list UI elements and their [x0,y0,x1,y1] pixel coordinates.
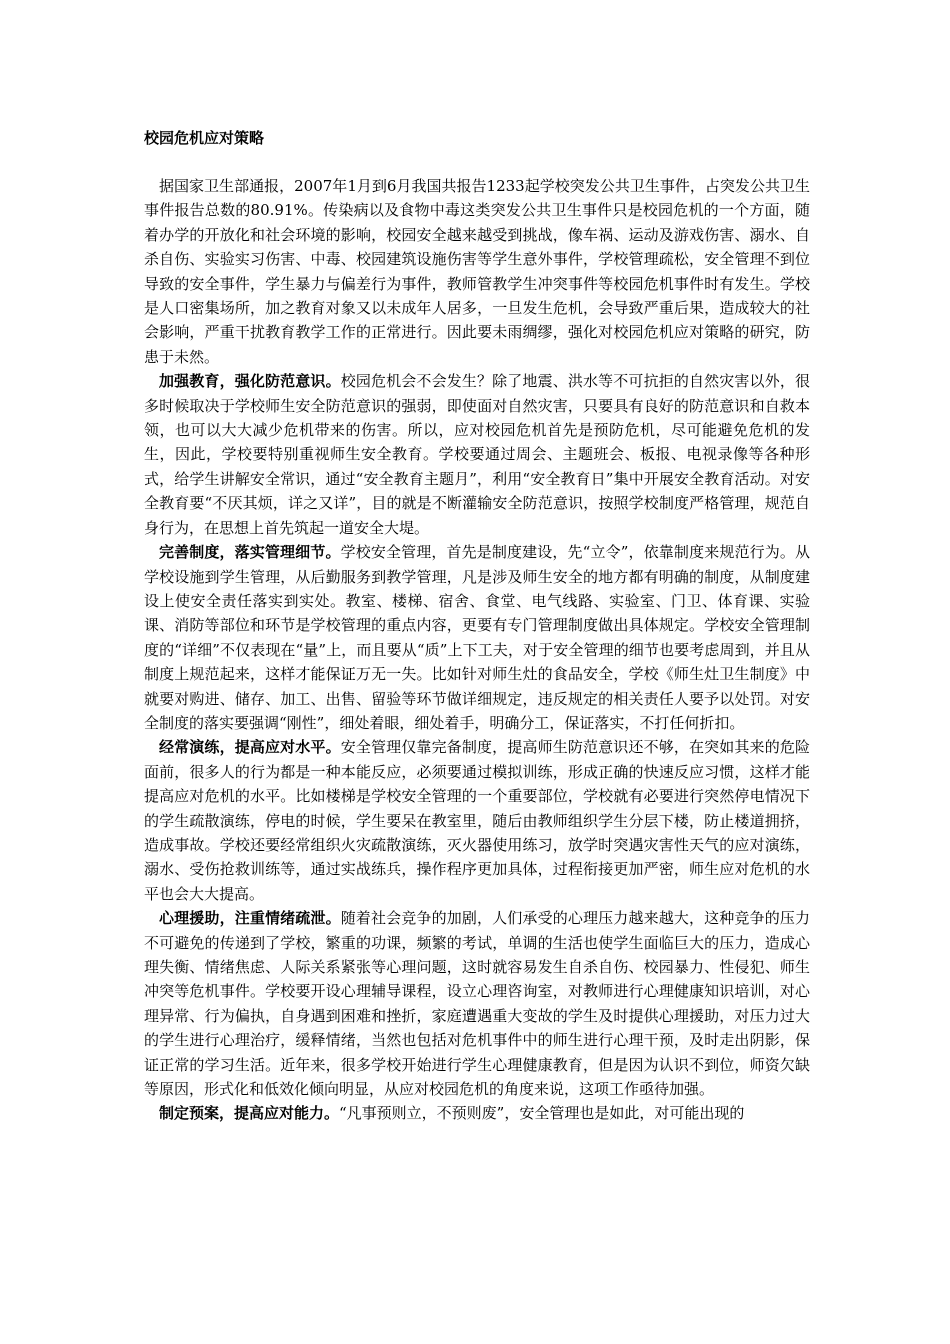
paragraph-intro [144,174,810,369]
paragraph-lead: 经常演练，提高应对水平。 [159,738,341,757]
document-page [144,126,810,1126]
paragraph-lead: 加强教育，强化防范意识。 [159,372,341,391]
paragraph-drills [144,735,810,906]
paragraph-psychology [144,906,810,1101]
paragraph-text: 校园危机会不会发生？除了地震、洪水等不可抗拒的自然灾害以外，很多时候取决于学校师生安全防范意识的强弱，即使面对自然灾害，只要具有良好的防范意识和自救本领，也可以大大减少危机带来的伤害。所以，应对校园危机首先是预防危机，尽可能避免危机的发生，因此，学校要特别重视师生安全教育。学校要通过周会、主题班会、板报、电视录像等各种形式，给学生讲解安全常识，通过“安全教育主题月”，利用“安全教育日”集中开展安全教育活动。对安全教育要“不厌其烦，详之又详”，目的就是不断灌输安全防范意识，按照学校制度严格管理，规范自身行为，在思想上首先筑起一道安全大堤。 [144,372,810,537]
paragraph-plans [144,1101,810,1125]
paragraph-system [144,540,810,735]
paragraph-lead: 制定预案，提高应对能力。 [159,1104,340,1123]
paragraph-lead: 心理援助，注重情绪疏泄。 [159,909,341,928]
paragraph-text: “凡事预则立，不预则废”，安全管理也是如此，对可能出现的 [339,1104,745,1123]
document-title: 校园危机应对策略 [144,129,265,147]
paragraph-lead: 完善制度，落实管理细节。 [159,543,341,562]
paragraph-text: 学校安全管理，首先是制度建设，先“立令”，依靠制度来规范行为。从学校设施到学生管理，从后勤服务到教学管理，凡是涉及师生安全的地方都有明确的制度，从制度建设上使安全责任落实到实处。教室、楼梯、宿舍、食堂、电气线路、实验室、门卫、体育课、实验课、消防等部位和环节是学校管理的重点内容，更要有专门管理制度做出具体规定。学校安全管理制度的“详细”不仅表现在“量”上，而且要从“质”上下工夫，对于安全管理的细节也要考虑周到，并且从制度上规范起来，这样才能保证万无一失。比如针对师生灶的食品安全，学校《师生灶卫生制度》中就要对购进、储存、加工、出售、留验等环节做详细规定，违反规定的相关责任人要予以处罚。对安全制度的落实要强调“刚性”，细处着眼，细处着手，明确分工，保证落实，不打任何折扣。 [144,543,810,732]
paragraph-text: 随着社会竞争的加剧，人们承受的心理压力越来越大，这种竞争的压力不可避免的传递到了学校，繁重的功课，频繁的考试，单调的生活也使学生面临巨大的压力，造成心理失衡、情绪焦虑、人际关系紧张等心理问题，这时就容易发生自杀自伤、校园暴力、性侵犯、师生冲突等危机事件。学校要开设心理辅导课程，设立心理咨询室，对教师进行心理健康知识培训，对心理异常、行为偏执，自身遇到困难和挫折，家庭遭遇重大变故的学生及时提供心理援助，对压力过大的学生进行心理治疗，缓释情绪，当然也包括对危机事件中的师生进行心理干预，及时走出阴影，保证正常的学习生活。近年来，很多学校开始进行学生心理健康教育，但是因为认识不到位，师资欠缺等原因，形式化和低效化倾向明显，从应对校园危机的角度来说，这项工作亟待加强。 [144,909,810,1099]
paragraph-text: 据国家卫生部通报，2007年1月到6月我国共报告1233起学校突发公共卫生事件，占突发公共卫生事件报告总数的80.91%。传染病以及食物中毒这类突发公共卫生事件只是校园危机的一个方面，随着办学的开放化和社会环境的影响，校园安全越来越受到挑战，像车祸、运动及游戏伤害、溺水、自杀自伤、实验实习伤害、中毒、校园建筑设施伤害等学生意外事件，学校管理疏松，安全管理不到位导致的安全事件，学生暴力与偏差行为事件，教师管教学生冲突事件等校园危机事件时有发生。学校是人口密集场所，加之教育对象又以未成年人居多，一旦发生危机，会导致严重后果，造成较大的社会影响，严重干扰教育教学工作的正常进行。因此要未雨绸缪，强化对校园危机应对策略的研究，防患于未然。 [144,177,810,366]
paragraph-education [144,369,810,540]
paragraph-text: 安全管理仅靠完备制度，提高师生防范意识还不够，在突如其来的危险面前，很多人的行为都是一种本能反应，必须要通过模拟训练，形成正确的快速反应习惯，这样才能提高应对危机的水平。比如楼梯是学校安全管理的一个重要部位，学校就有必要进行突然停电情况下的学生疏散演练，停电的时候，学生要呆在教室里，随后由教师组织学生分层下楼，防止楼道拥挤，造成事故。学校还要经常组织火灾疏散演练，灭火器使用练习，放学时突遇灾害性天气的应对演练，溺水、受伤抢救训练等，通过实战练兵，操作程序更加具体，过程衔接更加严密，师生应对危机的水平也会大大提高。 [144,738,810,903]
